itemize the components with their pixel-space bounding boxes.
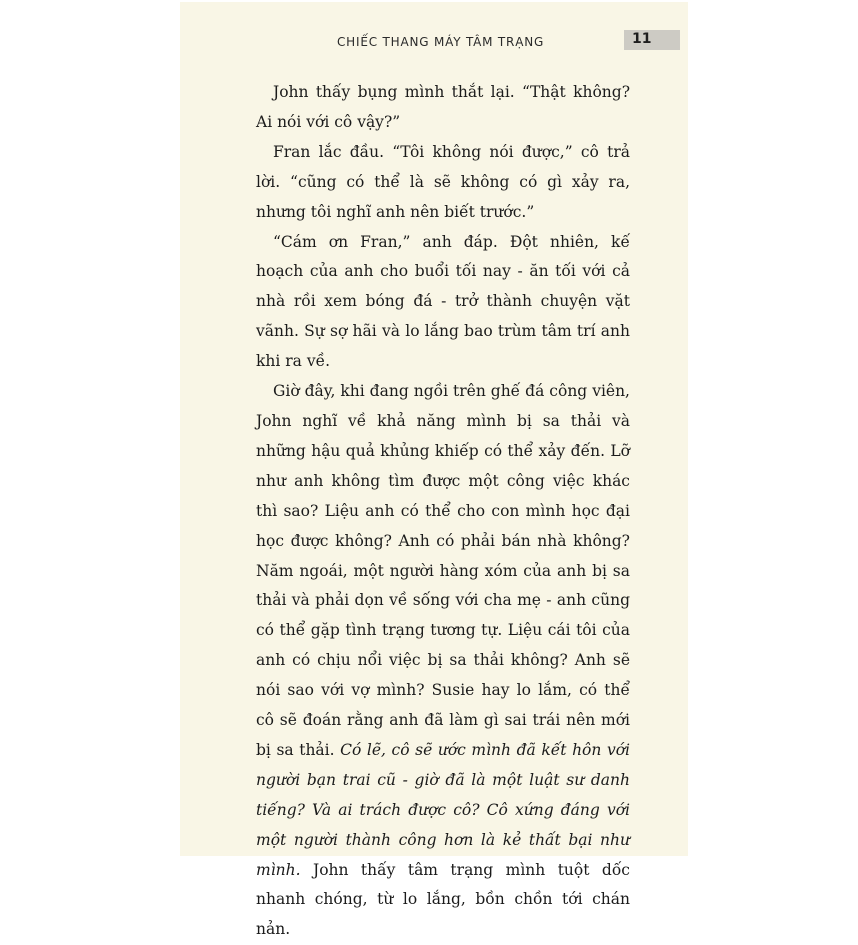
page-number: 11: [632, 31, 652, 47]
running-header-title: CHIẾC THANG MÁY TÂM TRẠNG: [337, 35, 545, 49]
page-number-box: [624, 30, 680, 50]
paragraph-2: Fran lắc đầu. “Tôi không nói được,” cô trả lời. “cũng có thể là sẽ không có gì xảy ra, nhưng tôi nghĩ anh nên biết trước.”: [256, 142, 630, 221]
paragraph-4: [256, 377, 630, 945]
paragraph-1: John thấy bụng mình thắt lại. “Thật không? Ai nói với cô vậy?”: [256, 83, 630, 131]
body-text: [256, 78, 630, 945]
paragraph-4-closing: John thấy tâm trạng mình tuột dốc nhanh chóng, từ lo lắng, bồn chồn tới chán nản.: [256, 860, 630, 939]
book-page: [180, 2, 688, 939]
paragraph-3: “Cám ơn Fran,” anh đáp. Đột nhiên, kế hoạch của anh cho buổi tối nay - ăn tối với cả nhà rồi xem bóng đá - trở thành chuyện vặt vãnh. Sự sợ hãi và lo lắng bao trùm tâm trí anh khi ra về.: [256, 232, 630, 371]
paragraph-4-text: Giờ đây, khi đang ngồi trên ghế đá công viên, John nghĩ về khả năng mình bị sa thải và những hậu quả khủng khiếp có thể xảy đến. Lỡ như anh không tìm được một công việc khác thì sao? Liệu anh có thể cho con mình học đại học được không? Anh có phải bán nhà không? Năm ngoái, một người hàng xóm của anh bị sa thải và phải dọn về sống với cha mẹ - anh cũng có thể gặp tình trạng tương tự. Liệu cái tôi của anh có chịu nổi việc bị sa thải không? Anh sẽ nói sao với vợ mình? Susie hay lo lắm, có thể cô sẽ đoán rằng anh đã làm gì sai trái nên mới bị sa thải.: [256, 382, 630, 759]
paragraph-4-italic-thought: Có lẽ, cô sẽ ước mình đã kết hôn với người bạn trai cũ - giờ đã là một luật sư danh tiếng? Và ai trách được cô? Cô xứng đáng với một người thành công hơn là kẻ thất bại như mình.: [256, 740, 630, 879]
